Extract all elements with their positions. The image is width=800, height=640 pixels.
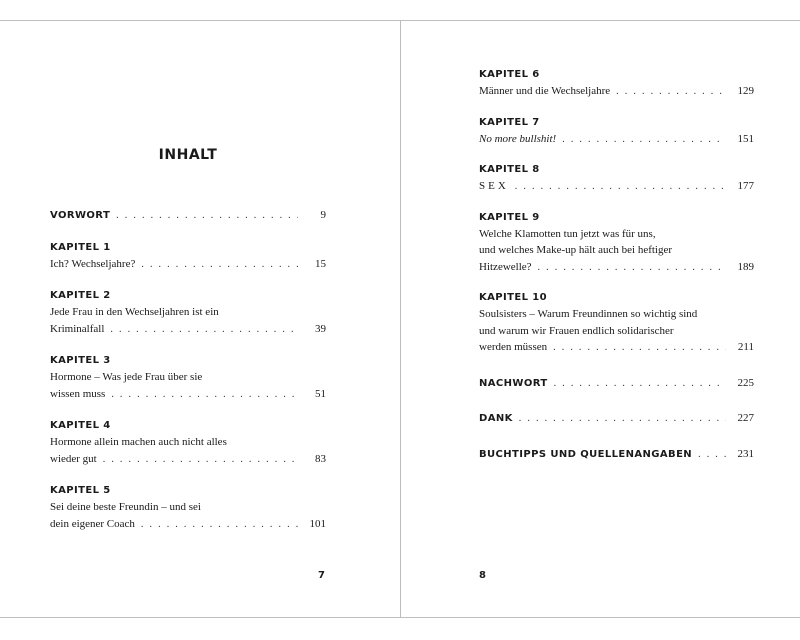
left-page bbox=[0, 21, 400, 617]
dot-leader bbox=[116, 208, 298, 225]
dot-leader bbox=[515, 179, 726, 196]
page-folio-right: 8 bbox=[479, 570, 486, 581]
toc-entry-nachwort[interactable] bbox=[479, 375, 754, 393]
chapter-label: KAPITEL 1 bbox=[50, 241, 111, 253]
toc-row bbox=[50, 451, 326, 469]
chapter-label: KAPITEL 4 bbox=[50, 420, 111, 431]
chapter-title: No more bullshit! bbox=[479, 132, 557, 145]
dot-leader bbox=[616, 84, 726, 101]
chapter-title-line: Sei deine beste Freundin – und sei bbox=[50, 501, 201, 513]
toc-right bbox=[479, 67, 754, 477]
chapter-title: Ich? Wechseljahre? bbox=[50, 257, 136, 270]
chapter-label: KAPITEL 5 bbox=[50, 485, 111, 496]
chapter-title-line: und welches Make-up hält auch bei heftiger bbox=[479, 244, 673, 256]
dot-leader bbox=[553, 340, 726, 357]
chapter-label: KAPITEL 6 bbox=[479, 69, 540, 80]
chapter-label: KAPITEL 9 bbox=[479, 211, 540, 223]
toc-row bbox=[479, 410, 754, 428]
page-number: 211 bbox=[737, 341, 754, 353]
dot-leader bbox=[698, 447, 726, 464]
dot-leader bbox=[562, 132, 726, 149]
dot-leader bbox=[110, 322, 298, 339]
toc-row bbox=[479, 178, 754, 196]
dot-leader bbox=[519, 411, 726, 428]
page-number: 83 bbox=[315, 452, 326, 465]
toc-entry-kapitel-6[interactable] bbox=[479, 67, 754, 101]
toc-entry-kapitel-10[interactable] bbox=[479, 290, 754, 357]
page-number: 39 bbox=[315, 322, 326, 335]
toc-row bbox=[479, 131, 754, 149]
toc-row bbox=[50, 321, 326, 339]
toc-entry-kapitel-1[interactable] bbox=[50, 240, 326, 274]
toc-entry-kapitel-9[interactable] bbox=[479, 210, 754, 277]
chapter-label: KAPITEL 10 bbox=[479, 292, 547, 303]
toc-entry-kapitel-8[interactable] bbox=[479, 162, 754, 196]
toc-entry-dank[interactable] bbox=[479, 410, 754, 428]
page-number: 151 bbox=[737, 132, 754, 145]
chapter-title-line: Soulsisters – Warum Freundinnen so wichtig sind bbox=[479, 308, 698, 320]
toc-entry-kapitel-4[interactable] bbox=[50, 418, 326, 468]
page-number: 51 bbox=[315, 387, 326, 400]
chapter-title: SEX bbox=[479, 180, 509, 192]
entry-label: BUCHTIPPS UND QUELLENANGABEN bbox=[479, 448, 693, 460]
page-number: 227 bbox=[737, 412, 754, 424]
toc-entry-buchtipps[interactable] bbox=[479, 446, 754, 464]
toc-entry-kapitel-7[interactable] bbox=[479, 115, 754, 149]
chapter-title-line: Hormone allein machen auch nicht alles bbox=[50, 436, 227, 448]
page-number: 189 bbox=[737, 260, 754, 273]
chapter-title: werden müssen bbox=[479, 341, 548, 353]
chapter-label: KAPITEL 7 bbox=[479, 116, 540, 128]
page-folio-left: 7 bbox=[318, 570, 325, 581]
dot-leader bbox=[554, 376, 726, 393]
toc-row bbox=[479, 83, 754, 101]
toc-row bbox=[50, 207, 326, 225]
chapter-title: wissen muss bbox=[50, 387, 106, 400]
page-number: 231 bbox=[737, 447, 754, 460]
chapter-title: Männer und die Wechseljahre bbox=[479, 85, 611, 97]
page-number: 101 bbox=[309, 517, 326, 530]
entry-label: VORWORT bbox=[50, 210, 111, 221]
entry-label: NACHWORT bbox=[479, 377, 548, 389]
chapter-title-line: Welche Klamotten tun jetzt was für uns, bbox=[479, 227, 656, 240]
page-number: 15 bbox=[315, 257, 326, 270]
page-number: 129 bbox=[737, 85, 754, 97]
toc-row bbox=[479, 259, 754, 277]
entry-label: DANK bbox=[479, 413, 513, 424]
page-number: 225 bbox=[737, 376, 754, 389]
chapter-title-line: Hormone – Was jede Frau über sie bbox=[50, 371, 203, 383]
toc-entry-vorwort[interactable] bbox=[50, 207, 326, 225]
chapter-title: wieder gut bbox=[50, 452, 97, 465]
chapter-title: Hitzewelle? bbox=[479, 260, 532, 273]
dot-leader bbox=[141, 257, 298, 274]
toc-row bbox=[50, 516, 326, 534]
right-page bbox=[401, 21, 800, 617]
page-number: 177 bbox=[737, 180, 754, 192]
dot-leader bbox=[538, 260, 726, 277]
chapter-label: KAPITEL 2 bbox=[50, 290, 111, 301]
toc-row bbox=[50, 386, 326, 404]
toc-entry-kapitel-2[interactable] bbox=[50, 288, 326, 338]
toc-row bbox=[479, 375, 754, 393]
page-number: 9 bbox=[320, 209, 326, 221]
toc-entry-kapitel-3[interactable] bbox=[50, 353, 326, 403]
chapter-title-line: und warum wir Frauen endlich solidarischer bbox=[479, 324, 674, 337]
toc-row bbox=[479, 339, 754, 357]
toc-row bbox=[50, 256, 326, 274]
toc-entry-kapitel-5[interactable] bbox=[50, 483, 326, 533]
chapter-title: dein eigener Coach bbox=[50, 517, 135, 530]
toc-title: INHALT bbox=[158, 147, 218, 163]
chapter-label: KAPITEL 3 bbox=[50, 355, 111, 366]
dot-leader bbox=[111, 387, 298, 404]
chapter-label: KAPITEL 8 bbox=[479, 164, 540, 175]
dot-leader bbox=[141, 517, 298, 534]
toc-left bbox=[50, 207, 326, 548]
chapter-title: Kriminalfall bbox=[50, 322, 105, 335]
dot-leader bbox=[103, 452, 298, 469]
toc-row bbox=[479, 446, 754, 464]
chapter-title-line: Jede Frau in den Wechseljahren ist ein bbox=[50, 306, 219, 318]
